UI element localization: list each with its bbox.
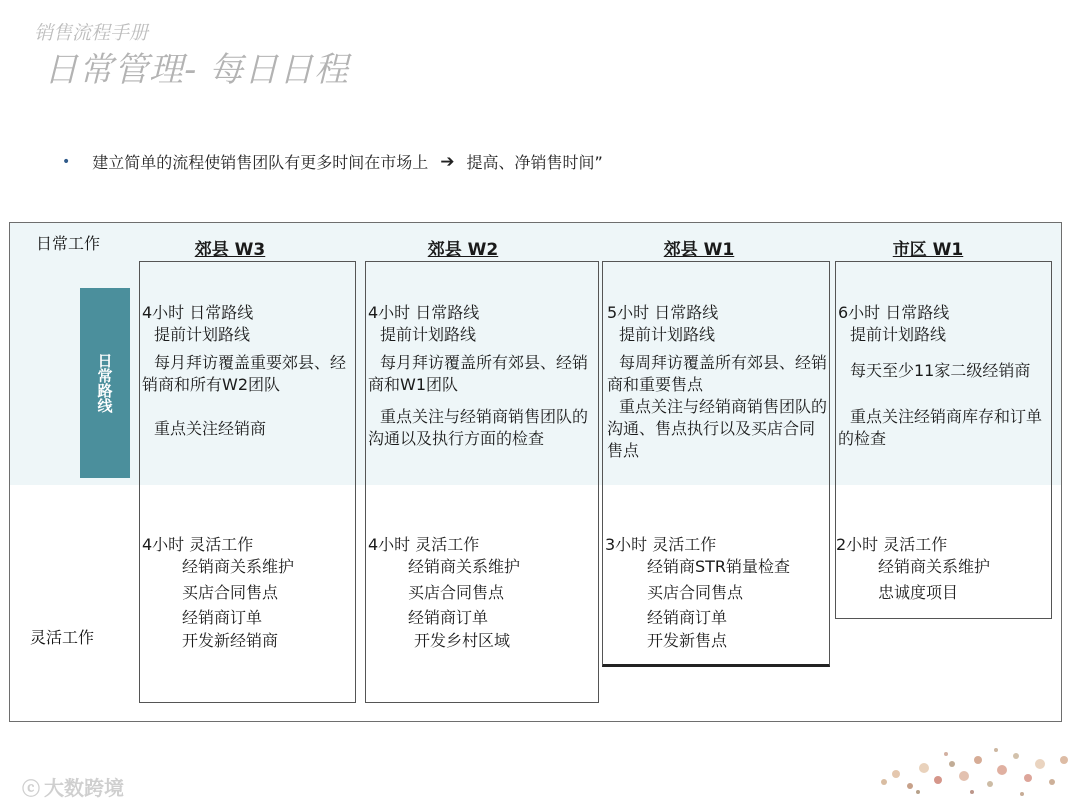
flex-item: 忠诚度项目 xyxy=(878,583,959,602)
flex-item: 经销商关系维护 xyxy=(408,557,521,576)
watermark-logo xyxy=(22,772,124,801)
flex-item: 经销商STR销量检查 xyxy=(647,557,791,576)
col-heading-1: 郊县 W3 xyxy=(194,240,266,260)
daily-route-tab-label: 日常路线 xyxy=(95,353,114,413)
flexible-work-label: 灵活工作 xyxy=(30,628,95,647)
flex-item: 开发乡村区域 xyxy=(414,631,511,650)
col-heading-3: 郊县 W1 xyxy=(663,240,735,260)
daily-item: 重点关注与经销商销售团队的沟通以及执行方面的检查 xyxy=(368,407,589,448)
brand-icon: ⓒ xyxy=(22,779,40,800)
right-arrow-icon: ➔ xyxy=(440,151,455,172)
daily-hours: 5小时 日常路线 xyxy=(607,303,719,322)
intro-text-before: 建立简单的流程使销售团队有更多时间在市场上 xyxy=(92,153,429,172)
flex-item: 经销商订单 xyxy=(647,608,728,627)
flex-item: 买店合同售点 xyxy=(408,583,505,602)
daily-item: 每月拜访覆盖重要郊县、经销商和所有W2团队 xyxy=(142,353,347,394)
flex-item: 经销商关系维护 xyxy=(878,557,991,576)
daily-work-label: 日常工作 xyxy=(36,234,101,253)
daily-item: 重点关注与经销商销售团队的沟通、售点执行以及买店合同售点 xyxy=(607,397,828,460)
flex-hours: 3小时 灵活工作 xyxy=(605,535,717,554)
decorative-pattern-icon xyxy=(872,742,1077,802)
bullet-icon: • xyxy=(62,153,71,170)
daily-item: 提前计划路线 xyxy=(619,325,716,344)
flex-item: 经销商订单 xyxy=(182,608,263,627)
column-w1-urban xyxy=(835,261,1052,619)
intro-text-after: 提高、净销售时间” xyxy=(466,153,603,172)
daily-item: 每周拜访覆盖所有郊县、经销商和重要售点 xyxy=(607,353,828,394)
col-heading-2: 郊县 W2 xyxy=(427,240,499,260)
watermark-text: 大数跨境 xyxy=(44,776,124,800)
col-heading-4: 市区 W1 xyxy=(892,240,964,260)
doc-subtitle: 销售流程手册 xyxy=(34,22,149,44)
daily-item: 提前计划路线 xyxy=(154,325,251,344)
flex-hours: 2小时 灵活工作 xyxy=(836,535,948,554)
flex-item: 买店合同售点 xyxy=(182,583,279,602)
daily-item: 提前计划路线 xyxy=(380,325,477,344)
flex-item: 开发新经销商 xyxy=(182,631,279,650)
daily-item: 重点关注经销商库存和订单的检查 xyxy=(838,407,1043,448)
flex-item: 买店合同售点 xyxy=(647,583,744,602)
daily-hours: 4小时 日常路线 xyxy=(368,303,480,322)
flex-item: 经销商关系维护 xyxy=(182,557,295,576)
intro-bullet xyxy=(62,150,603,173)
column-w3-suburb xyxy=(139,261,356,703)
daily-item: 重点关注经销商 xyxy=(154,419,267,438)
daily-item: 每月拜访覆盖所有郊县、经销商和W1团队 xyxy=(368,353,589,394)
flex-hours: 4小时 灵活工作 xyxy=(142,535,254,554)
daily-hours: 6小时 日常路线 xyxy=(838,303,950,322)
flex-hours: 4小时 灵活工作 xyxy=(368,535,480,554)
daily-hours: 4小时 日常路线 xyxy=(142,303,254,322)
schedule-table xyxy=(9,222,1062,722)
column-w1-suburb xyxy=(602,261,830,667)
daily-item: 每天至少11家二级经销商 xyxy=(850,361,1031,380)
daily-route-tab xyxy=(80,288,130,478)
daily-item: 提前计划路线 xyxy=(850,325,947,344)
page-title: 日常管理- 每日日程 xyxy=(44,50,350,90)
column-w2-suburb xyxy=(365,261,599,703)
flex-item: 经销商订单 xyxy=(408,608,489,627)
flex-item: 开发新售点 xyxy=(647,631,728,650)
